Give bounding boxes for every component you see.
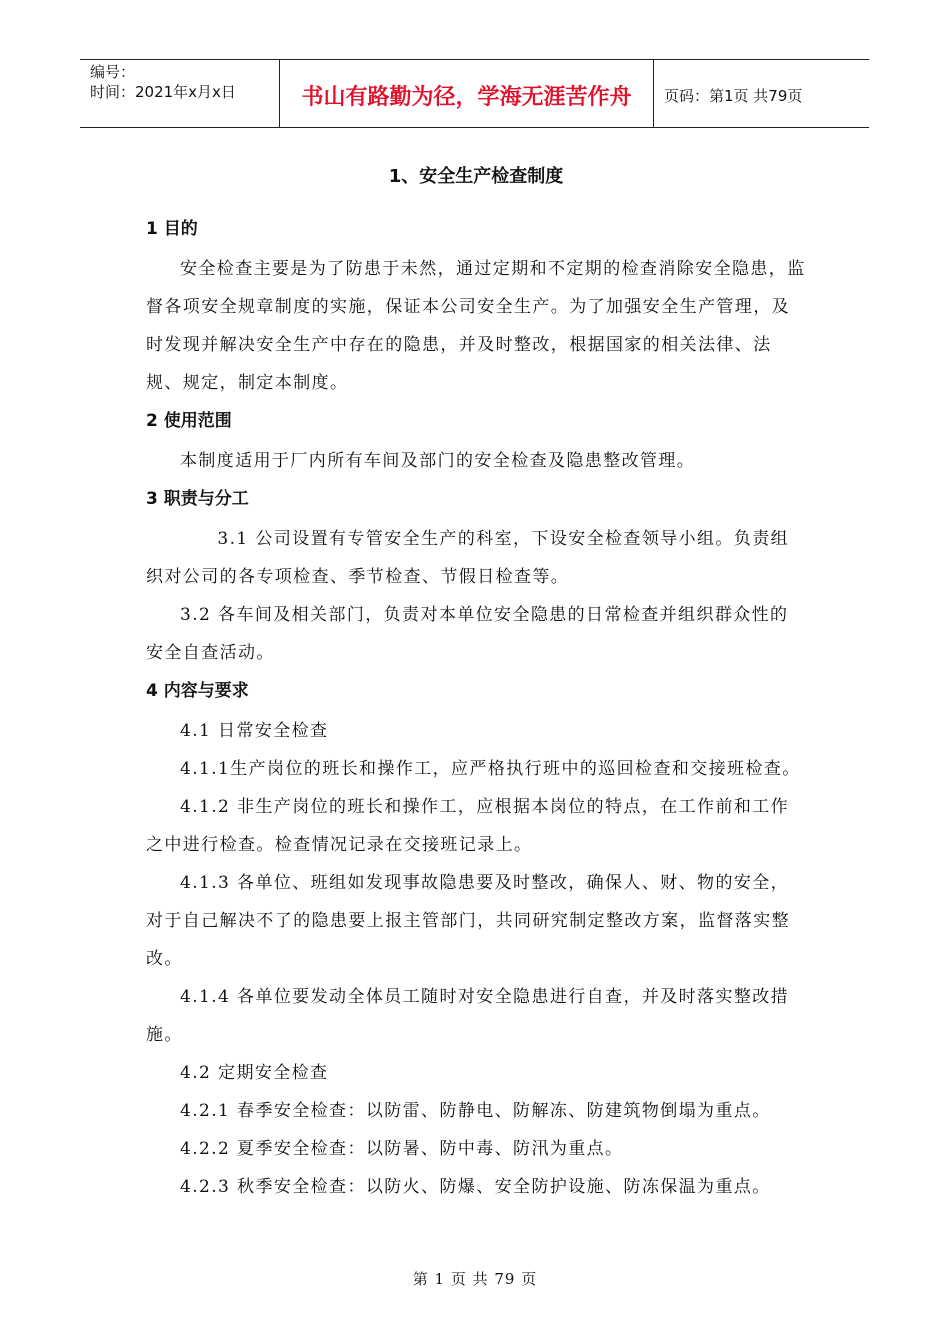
time-label: 时间：2021年x月x日 bbox=[90, 83, 236, 101]
page-header bbox=[80, 59, 869, 128]
number-label: 编号： bbox=[90, 63, 136, 81]
paragraph: 4.1.4 各单位要发动全体员工随时对安全隐患进行自查，并及时落实整改措施。 bbox=[146, 987, 790, 1045]
paragraph: 4.2.1 春季安全检查：以防雷、防静电、防解冻、防建筑物倒塌为重点。 bbox=[180, 1101, 771, 1121]
page-footer: 第 1 页 共 79 页 bbox=[412, 1270, 538, 1288]
section-heading-scope: 2 使用范围 bbox=[146, 411, 232, 431]
paragraph: 4.2.3 秋季安全检查：以防火、防爆、安全防护设施、防冻保温为重点。 bbox=[180, 1177, 771, 1197]
section-heading-duties: 3 职责与分工 bbox=[146, 489, 249, 509]
section-heading-purpose: 1 目的 bbox=[146, 219, 198, 239]
document-title: 1、安全生产检查制度 bbox=[388, 166, 564, 187]
paragraph: 本制度适用于厂内所有车间及部门的安全检查及隐患整改管理。 bbox=[180, 451, 696, 471]
paragraph: 3.1 公司设置有专管安全生产的科室，下设安全检查领导小组。负责组织对公司的各专项检查、季节检查、节假日检查等。 bbox=[146, 529, 790, 587]
paragraph: 安全检查主要是为了防患于未然，通过定期和不定期的检查消除安全隐患，监督各项安全规章制度的实施，保证本公司安全生产。为了加强安全生产管理，及时发现并解决安全生产中存在的隐患，并及时整改，根据国家的相关法律、法规、规定，制定本制度。 bbox=[146, 259, 806, 393]
header-slogan: 书山有路勤为径，学海无涯苦作舟 bbox=[280, 60, 654, 127]
paragraph: 4.2.2 夏季安全检查：以防暑、防中毒、防汛为重点。 bbox=[180, 1139, 624, 1159]
paragraph: 4.1.2 非生产岗位的班长和操作工，应根据本岗位的特点，在工作前和工作之中进行检查。检查情况记录在交接班记录上。 bbox=[146, 797, 790, 855]
document-body bbox=[146, 162, 806, 1206]
paragraph: 4.2 定期安全检查 bbox=[180, 1063, 329, 1083]
paragraph: 4.1 日常安全检查 bbox=[180, 721, 329, 741]
section-heading-content: 4 内容与要求 bbox=[146, 681, 249, 701]
header-meta bbox=[80, 60, 280, 127]
paragraph: 3.2 各车间及相关部门，负责对本单位安全隐患的日常检查并组织群众性的安全自查活动。 bbox=[146, 605, 789, 663]
paragraph: 4.1.1生产岗位的班长和操作工，应严格执行班中的巡回检查和交接班检查。 bbox=[180, 759, 801, 779]
paragraph: 4.1.3 各单位、班组如发现事故隐患要及时整改，确保人、财、物的安全，对于自己解决不了的隐患要上报主管部门，共同研究制定整改方案，监督落实整改。 bbox=[146, 873, 790, 969]
header-page-code: 页码：第1页 共79页 bbox=[664, 87, 803, 105]
